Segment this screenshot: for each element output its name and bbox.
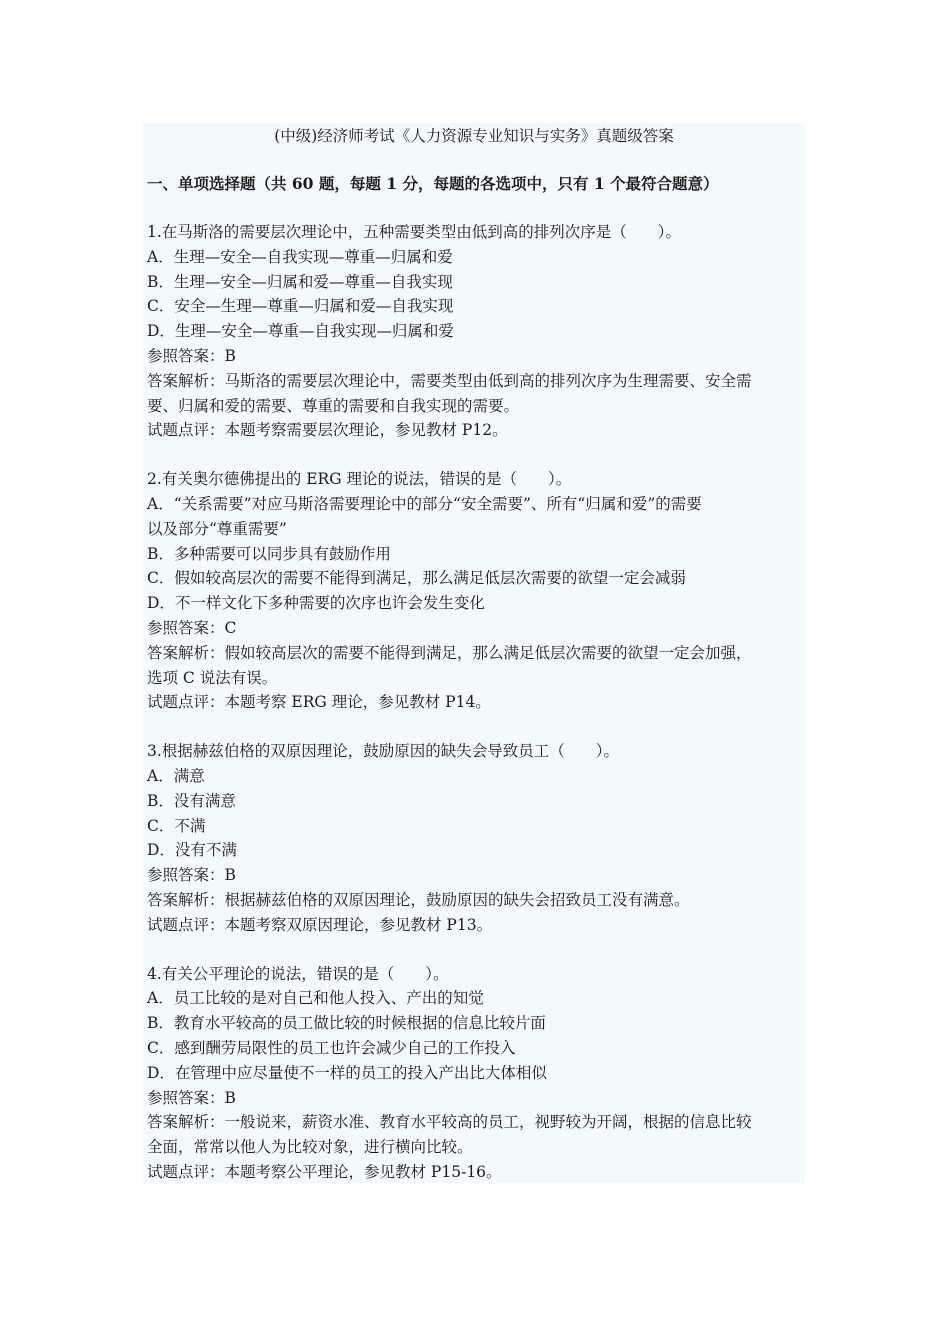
answer-analysis-line-1: 答案解析：假如较高层次的需要不能得到满足，那么满足低层次需要的欲望一定会加强，: [147, 643, 752, 662]
option-a-continued: 以及部分“尊重需要”: [147, 519, 287, 538]
question-stem: 1.在马斯洛的需要层次理论中，五种需要类型由低到高的排列次序是（ ）。: [147, 223, 682, 241]
question-4: [147, 962, 801, 1185]
question-comment: 试题点评：本题考察 ERG 理论，参见教材 P14。: [147, 693, 491, 712]
document-title: (中级)经济师考试《人力资源专业知识与实务》真题级答案: [274, 127, 674, 145]
question-stem: 3.根据赫兹伯格的双原因理论，鼓励原因的缺失会导致员工（ ）。: [147, 742, 620, 761]
option-c: C．假如较高层次的需要不能得到满足，那么满足低层次需要的欲望一定会减弱: [147, 569, 686, 588]
question-comment: 试题点评：本题考察需要层次理论，参见教材 P12。: [147, 421, 508, 440]
option-c: C．感到酬劳局限性的员工也许会减少自己的工作投入: [147, 1038, 516, 1057]
section-heading: 一、单项选择题（共 60 题，每题 1 分，每题的各选项中，只有 1 个最符合题意）: [147, 174, 719, 193]
question-comment: 试题点评：本题考察公平理论，参见教材 P15-16。: [147, 1162, 502, 1181]
question-comment: 试题点评：本题考察双原因理论，参见教材 P13。: [147, 915, 493, 934]
option-a: A．员工比较的是对自己和他人投入、产出的知觉: [147, 989, 484, 1008]
answer-analysis-line-1: 答案解析：根据赫兹伯格的双原因理论，鼓励原因的缺失会招致员工没有满意。: [147, 890, 690, 909]
option-a: A．生理—安全—自我实现—尊重—归属和爱: [147, 247, 453, 266]
option-b: B．教育水平较高的员工做比较的时候根据的信息比较片面: [147, 1014, 546, 1033]
option-d: D．生理—安全—尊重—自我实现—归属和爱: [147, 322, 454, 341]
question-2: [147, 467, 801, 715]
document-body: [143, 123, 805, 1183]
reference-answer: 参照答案：B: [147, 346, 236, 365]
answer-analysis-line-2: 要、归属和爱的需要、尊重的需要和自我实现的需要。: [147, 396, 520, 415]
option-d: D．没有不满: [147, 841, 237, 860]
option-b: B．多种需要可以同步具有鼓励作用: [147, 544, 391, 563]
question-3: [147, 739, 801, 937]
answer-analysis-line-2: 选项 C 说法有误。: [147, 668, 278, 687]
answer-analysis-line-1: 答案解析：一般说来，薪资水准、教育水平较高的员工，视野较为开阔，根据的信息比较: [147, 1113, 752, 1132]
option-a: A．“关系需要”对应马斯洛需要理论中的部分“安全需要”、所有“归属和爱”的需要: [147, 494, 702, 513]
reference-answer: 参照答案：B: [147, 1088, 236, 1107]
question-stem: 4.有关公平理论的说法，错误的是（ ）。: [147, 964, 449, 983]
option-a: A．满意: [147, 766, 205, 785]
question-stem: 2.有关奥尔德佛提出的 ERG 理论的说法，错误的是（ ）。: [147, 470, 572, 489]
answer-analysis-line-1: 答案解析：马斯洛的需要层次理论中，需要类型由低到高的排列次序为生理需要、安全需: [147, 371, 752, 390]
option-d: D．在管理中应尽量使不一样的员工的投入产出比大体相似: [147, 1063, 547, 1082]
option-c: C．不满: [147, 816, 206, 835]
answer-analysis-line-2: 全面，常常以他人为比较对象，进行横向比较。: [147, 1138, 473, 1157]
reference-answer: 参照答案：C: [147, 618, 237, 637]
option-c: C．安全—生理—尊重—归属和爱—自我实现: [147, 297, 454, 316]
option-b: B．没有满意: [147, 791, 236, 810]
question-1: [147, 220, 801, 443]
option-d: D．不一样文化下多种需要的次序也许会发生变化: [147, 594, 485, 613]
reference-answer: 参照答案：B: [147, 866, 236, 885]
option-b: B．生理—安全—归属和爱—尊重—自我实现: [147, 272, 453, 291]
